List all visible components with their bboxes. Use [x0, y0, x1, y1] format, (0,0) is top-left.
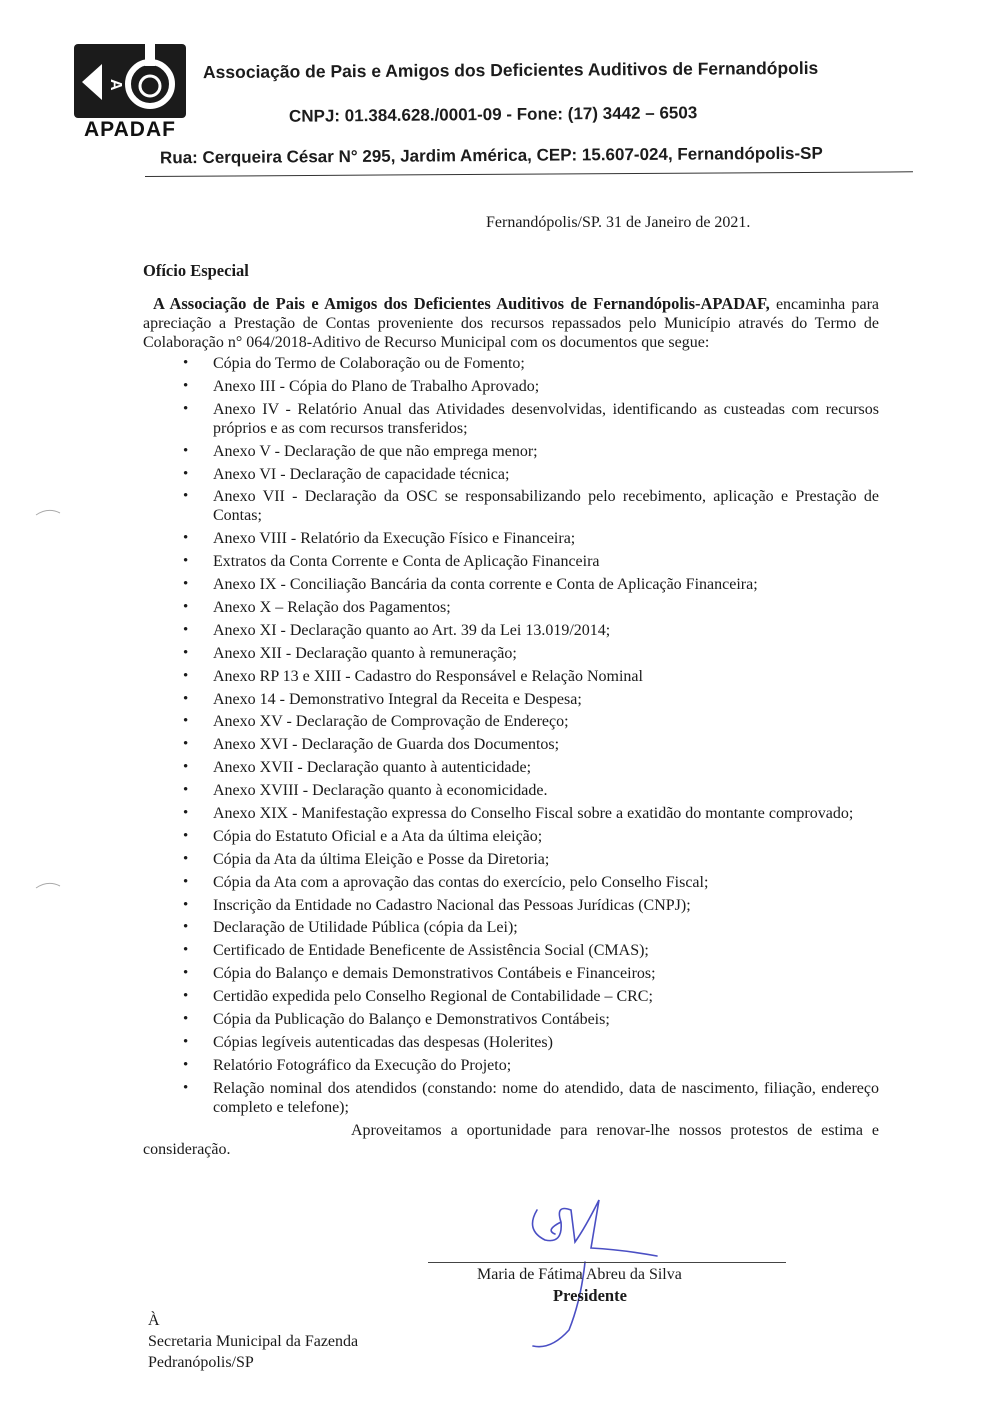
handwritten-signature	[515, 1170, 665, 1360]
document-list-item: • Relatório Fotográfico da Execução do Projeto;	[143, 1056, 879, 1075]
document-list-item: • Anexo VIII - Relatório da Execução Físico e Financeira;	[143, 529, 879, 548]
closing-paragraph	[143, 1121, 879, 1159]
letter-subject: Ofício Especial	[143, 261, 249, 280]
margin-mark	[34, 507, 62, 517]
intro-organization: A Associação de Pais e Amigos dos Deficientes Auditivos de Fernandópolis-APADAF,	[153, 294, 770, 313]
organization-name: Associação de Pais e Amigos dos Deficientes Auditivos de Fernandópolis	[202, 57, 819, 83]
document-list-item: • Cópia da Ata com a aprovação das contas do exercício, pelo Conselho Fiscal;	[143, 873, 879, 892]
signer-name: Maria de Fátima Abreu da Silva	[477, 1266, 682, 1283]
document-list-item: • Inscrição da Entidade no Cadastro Nacional das Pessoas Jurídicas (CNPJ);	[143, 896, 879, 915]
svg-text:A: A	[107, 79, 124, 91]
organization-address: Rua: Cerqueira César N° 295, Jardim América, CEP: 15.607-024, Fernandópolis-SP	[159, 143, 823, 168]
signer-role: Presidente	[553, 1286, 627, 1305]
document-list-item: • Anexo 14 - Demonstrativo Integral da Receita e Despesa;	[143, 690, 879, 709]
document-list-item: • Cópia do Balanço e demais Demonstrativos Contábeis e Financeiros;	[143, 964, 879, 983]
intro-text: encaminha para apreciação a Prestação de Contas proveniente dos recursos repassados pelo Município através do Termo de Colaboração n° 064/2018-Aditivo de Recurso Municipal com os documentos que segue:	[143, 296, 880, 351]
document-list-item: • Declaração de Utilidade Pública (cópia da Lei);	[143, 918, 879, 937]
closing-text: Aproveitamos a oportunidade para renovar-lhe nossos protestos de estima e consideração.	[143, 1121, 879, 1158]
document-list-item: • Cópia da Ata da última Eleição e Posse da Diretoria;	[143, 850, 879, 869]
signature-line	[428, 1262, 786, 1263]
document-list-item: • Cópias legíveis autenticadas das despesas (Holerites)	[143, 1033, 879, 1052]
recipient-line: Secretaria Municipal da Fazenda	[148, 1333, 359, 1350]
document-list-item: • Anexo XII - Declaração quanto à remuneração;	[143, 644, 879, 663]
document-list-item: • Anexo XVIII - Declaração quanto à economicidade.	[143, 781, 879, 800]
document-list-item: • Anexo VI - Declaração de capacidade técnica;	[143, 465, 879, 484]
document-list-item: • Anexo III - Cópia do Plano de Trabalho Aprovado;	[143, 377, 879, 396]
document-list-item: • Anexo XIX - Manifestação expressa do Conselho Fiscal sobre a exatidão do montante comprovado;	[143, 804, 879, 823]
document-list-item: • Anexo RP 13 e XIII - Cadastro do Responsável e Relação Nominal	[143, 667, 879, 686]
document-list-item: • Anexo XVII - Declaração quanto à autenticidade;	[143, 758, 879, 777]
recipient-line: Pedranópolis/SP	[148, 1354, 254, 1371]
document-list-item: • Extratos da Conta Corrente e Conta de Aplicação Financeira	[143, 552, 879, 571]
margin-mark	[34, 880, 62, 890]
document-list-item: • Relação nominal dos atendidos (constando: nome do atendido, data de nascimento, filiação, endereço completo e telefone);	[143, 1079, 879, 1117]
document-list-item: • Anexo IX - Conciliação Bancária da conta corrente e Conta de Aplicação Financeira;	[143, 575, 879, 594]
logo-wordmark: APADAF	[84, 118, 176, 141]
document-list-item: • Anexo XVI - Declaração de Guarda dos Documentos;	[143, 735, 879, 754]
document-list-item: • Anexo V - Declaração de que não emprega menor;	[143, 442, 879, 461]
document-list-item: • Cópia do Estatuto Oficial e a Ata da última eleição;	[143, 827, 879, 846]
document-list-item: • Anexo VII - Declaração da OSC se responsabilizando pelo recebimento, aplicação e Prestação de Contas;	[143, 487, 879, 525]
document-list-item: • Anexo IV - Relatório Anual das Atividades desenvolvidas, identificando as custeadas com recursos próprios e as com recursos transferidos;	[143, 400, 879, 438]
intro-paragraph	[143, 294, 879, 352]
document-list-item: • Anexo XV - Declaração de Comprovação de Endereço;	[143, 712, 879, 731]
document-list-item: • Certificado de Entidade Beneficente de Assistência Social (CMAS);	[143, 941, 879, 960]
document-list-item: • Cópia da Publicação do Balanço e Demonstrativos Contábeis;	[143, 1010, 879, 1029]
recipient-line: À	[148, 1312, 160, 1329]
recipient-block	[148, 1310, 358, 1373]
document-list-item: • Cópia do Termo de Colaboração ou de Fomento;	[143, 354, 879, 373]
document-list-item: • Anexo X – Relação dos Pagamentos;	[143, 598, 879, 617]
header-divider	[145, 171, 913, 177]
letter-date: Fernandópolis/SP. 31 de Janeiro de 2021.	[486, 214, 751, 231]
document-list-item: • Anexo XI - Declaração quanto ao Art. 39 da Lei 13.019/2014;	[143, 621, 879, 640]
organization-contact: CNPJ: 01.384.628./0001-09 - Fone: (17) 3442 – 6503	[288, 103, 698, 126]
letter-body	[143, 294, 879, 1159]
document-list-item: • Certidão expedida pelo Conselho Regional de Contabilidade – CRC;	[143, 987, 879, 1006]
document-list	[143, 354, 879, 1117]
